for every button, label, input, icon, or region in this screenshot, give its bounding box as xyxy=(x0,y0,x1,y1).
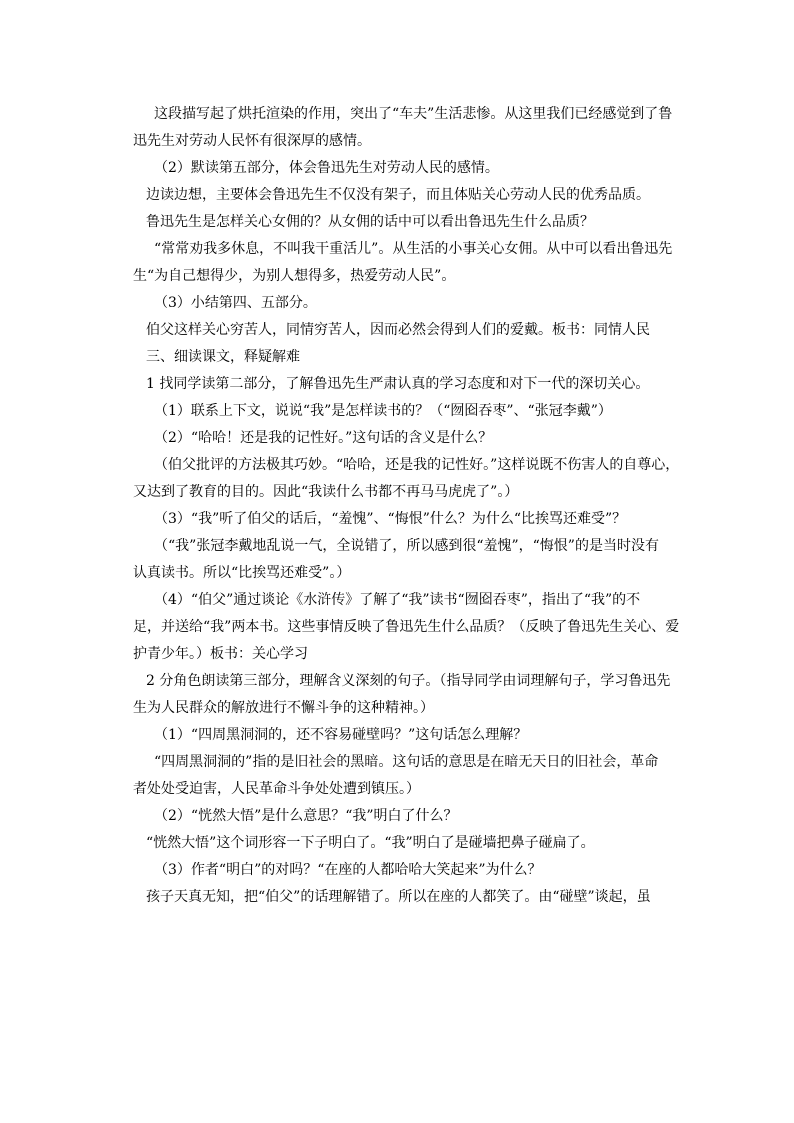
paragraph-line: “常常劝我多休息，不叫我干重活儿”。从生活的小事关心女佣。从中可以看出鲁迅先 xyxy=(154,241,673,257)
paragraph-line: （2）“恍然大悟”是什么意思？“我”明白了什么？ xyxy=(154,808,458,824)
paragraph-line: 生“为自己想得少，为别人想得多，热爱劳动人民”。 xyxy=(133,268,456,284)
paragraph-line: （2）默读第五部分，体会鲁迅先生对劳动人民的感情。 xyxy=(154,160,499,176)
paragraph-line: （2）“哈哈！还是我的记性好。”这句话的含义是什么？ xyxy=(154,430,493,446)
paragraph-line: 迅先生对劳动人民怀有很深厚的感情。 xyxy=(133,133,371,149)
paragraph-line: 伯父这样关心穷苦人，同情穷苦人，因而必然会得到人们的爱戴。板书：同情人民 xyxy=(146,322,650,338)
paragraph-line: 孩子天真无知，把“伯父”的话理解错了。所以在座的人都笑了。由“碰壁”谈起，虽 xyxy=(146,889,651,905)
paragraph-line: （“我”张冠李戴地乱说一气，全说错了，所以感到很“羞愧”，“悔恨”的是当时没有 xyxy=(154,538,659,554)
paragraph-line: 这段描写起了烘托渲染的作用，突出了“车夫”生活悲惨。从这里我们已经感觉到了鲁 xyxy=(154,106,673,122)
paragraph-line: （4）“伯父”通过谈论《水浒传》了解了“我”读书“囫囵吞枣”，指出了“我”的不 xyxy=(154,592,641,608)
paragraph-line: 鲁迅先生是怎样关心女佣的？从女佣的话中可以看出鲁迅先生什么品质？ xyxy=(146,214,594,230)
section-heading: 三、细读课文，释疑解难 xyxy=(146,349,300,365)
paragraph-line: “恍然大悟”这个词形容一下子明白了。“我”明白了是碰墙把鼻子碰扁了。 xyxy=(146,835,595,851)
paragraph-line: “四周黑洞洞的”指的是旧社会的黑暗。这句话的意思是在暗无天日的旧社会，革命 xyxy=(154,754,659,770)
paragraph-line: （3）“我”听了伯父的话后，“羞愧”、“悔恨”什么？为什么“比挨骂还难受”？ xyxy=(154,511,627,527)
paragraph-line: 又达到了教育的目的。因此“我读什么书都不再马马虎虎了”。） xyxy=(133,484,519,500)
paragraph-line: （1）联系上下文，说说“我”是怎样读书的？（“囫囵吞枣”、“张冠李戴”） xyxy=(154,403,612,419)
paragraph-line: 2 分角色朗读第三部分，理解含义深刻的句子。（指导同学由词理解句子，学习鲁迅先 xyxy=(146,673,671,689)
document-body xyxy=(133,101,680,911)
paragraph-line: 者处处受迫害，人民革命斗争处处遭到镇压。） xyxy=(133,781,420,797)
paragraph-line: 足，并送给“我”两本书。这些事情反映了鲁迅先生什么品质？（反映了鲁迅先生关心、爱 xyxy=(133,619,680,635)
paragraph-line: 认真读书。所以“比挨骂还难受”。） xyxy=(133,565,351,581)
paragraph-line: 边读边想，主要体会鲁迅先生不仅没有架子，而且体贴关心劳动人民的优秀品质。 xyxy=(146,187,650,203)
paragraph-line: 护青少年。）板书：关心学习 xyxy=(133,646,308,662)
paragraph-line: 生为人民群众的解放进行不懈斗争的这种精神。） xyxy=(133,700,434,716)
paragraph-line: （1）“四周黑洞洞的，还不容易碰壁吗？”这句话怎么理解？ xyxy=(154,727,528,743)
paragraph-line: 1 找同学读第二部分，了解鲁迅先生严肃认真的学习态度和对下一代的深切关心。 xyxy=(146,376,650,392)
paragraph-line: （3）作者“明白”的对吗？“在座的人都哈哈大笑起来”为什么？ xyxy=(154,862,542,878)
paragraph-line: （伯父批评的方法极其巧妙。“哈哈，还是我的记性好。”这样说既不伤害人的自尊心， xyxy=(154,457,680,473)
paragraph-line: （3）小结第四、五部分。 xyxy=(154,295,317,311)
